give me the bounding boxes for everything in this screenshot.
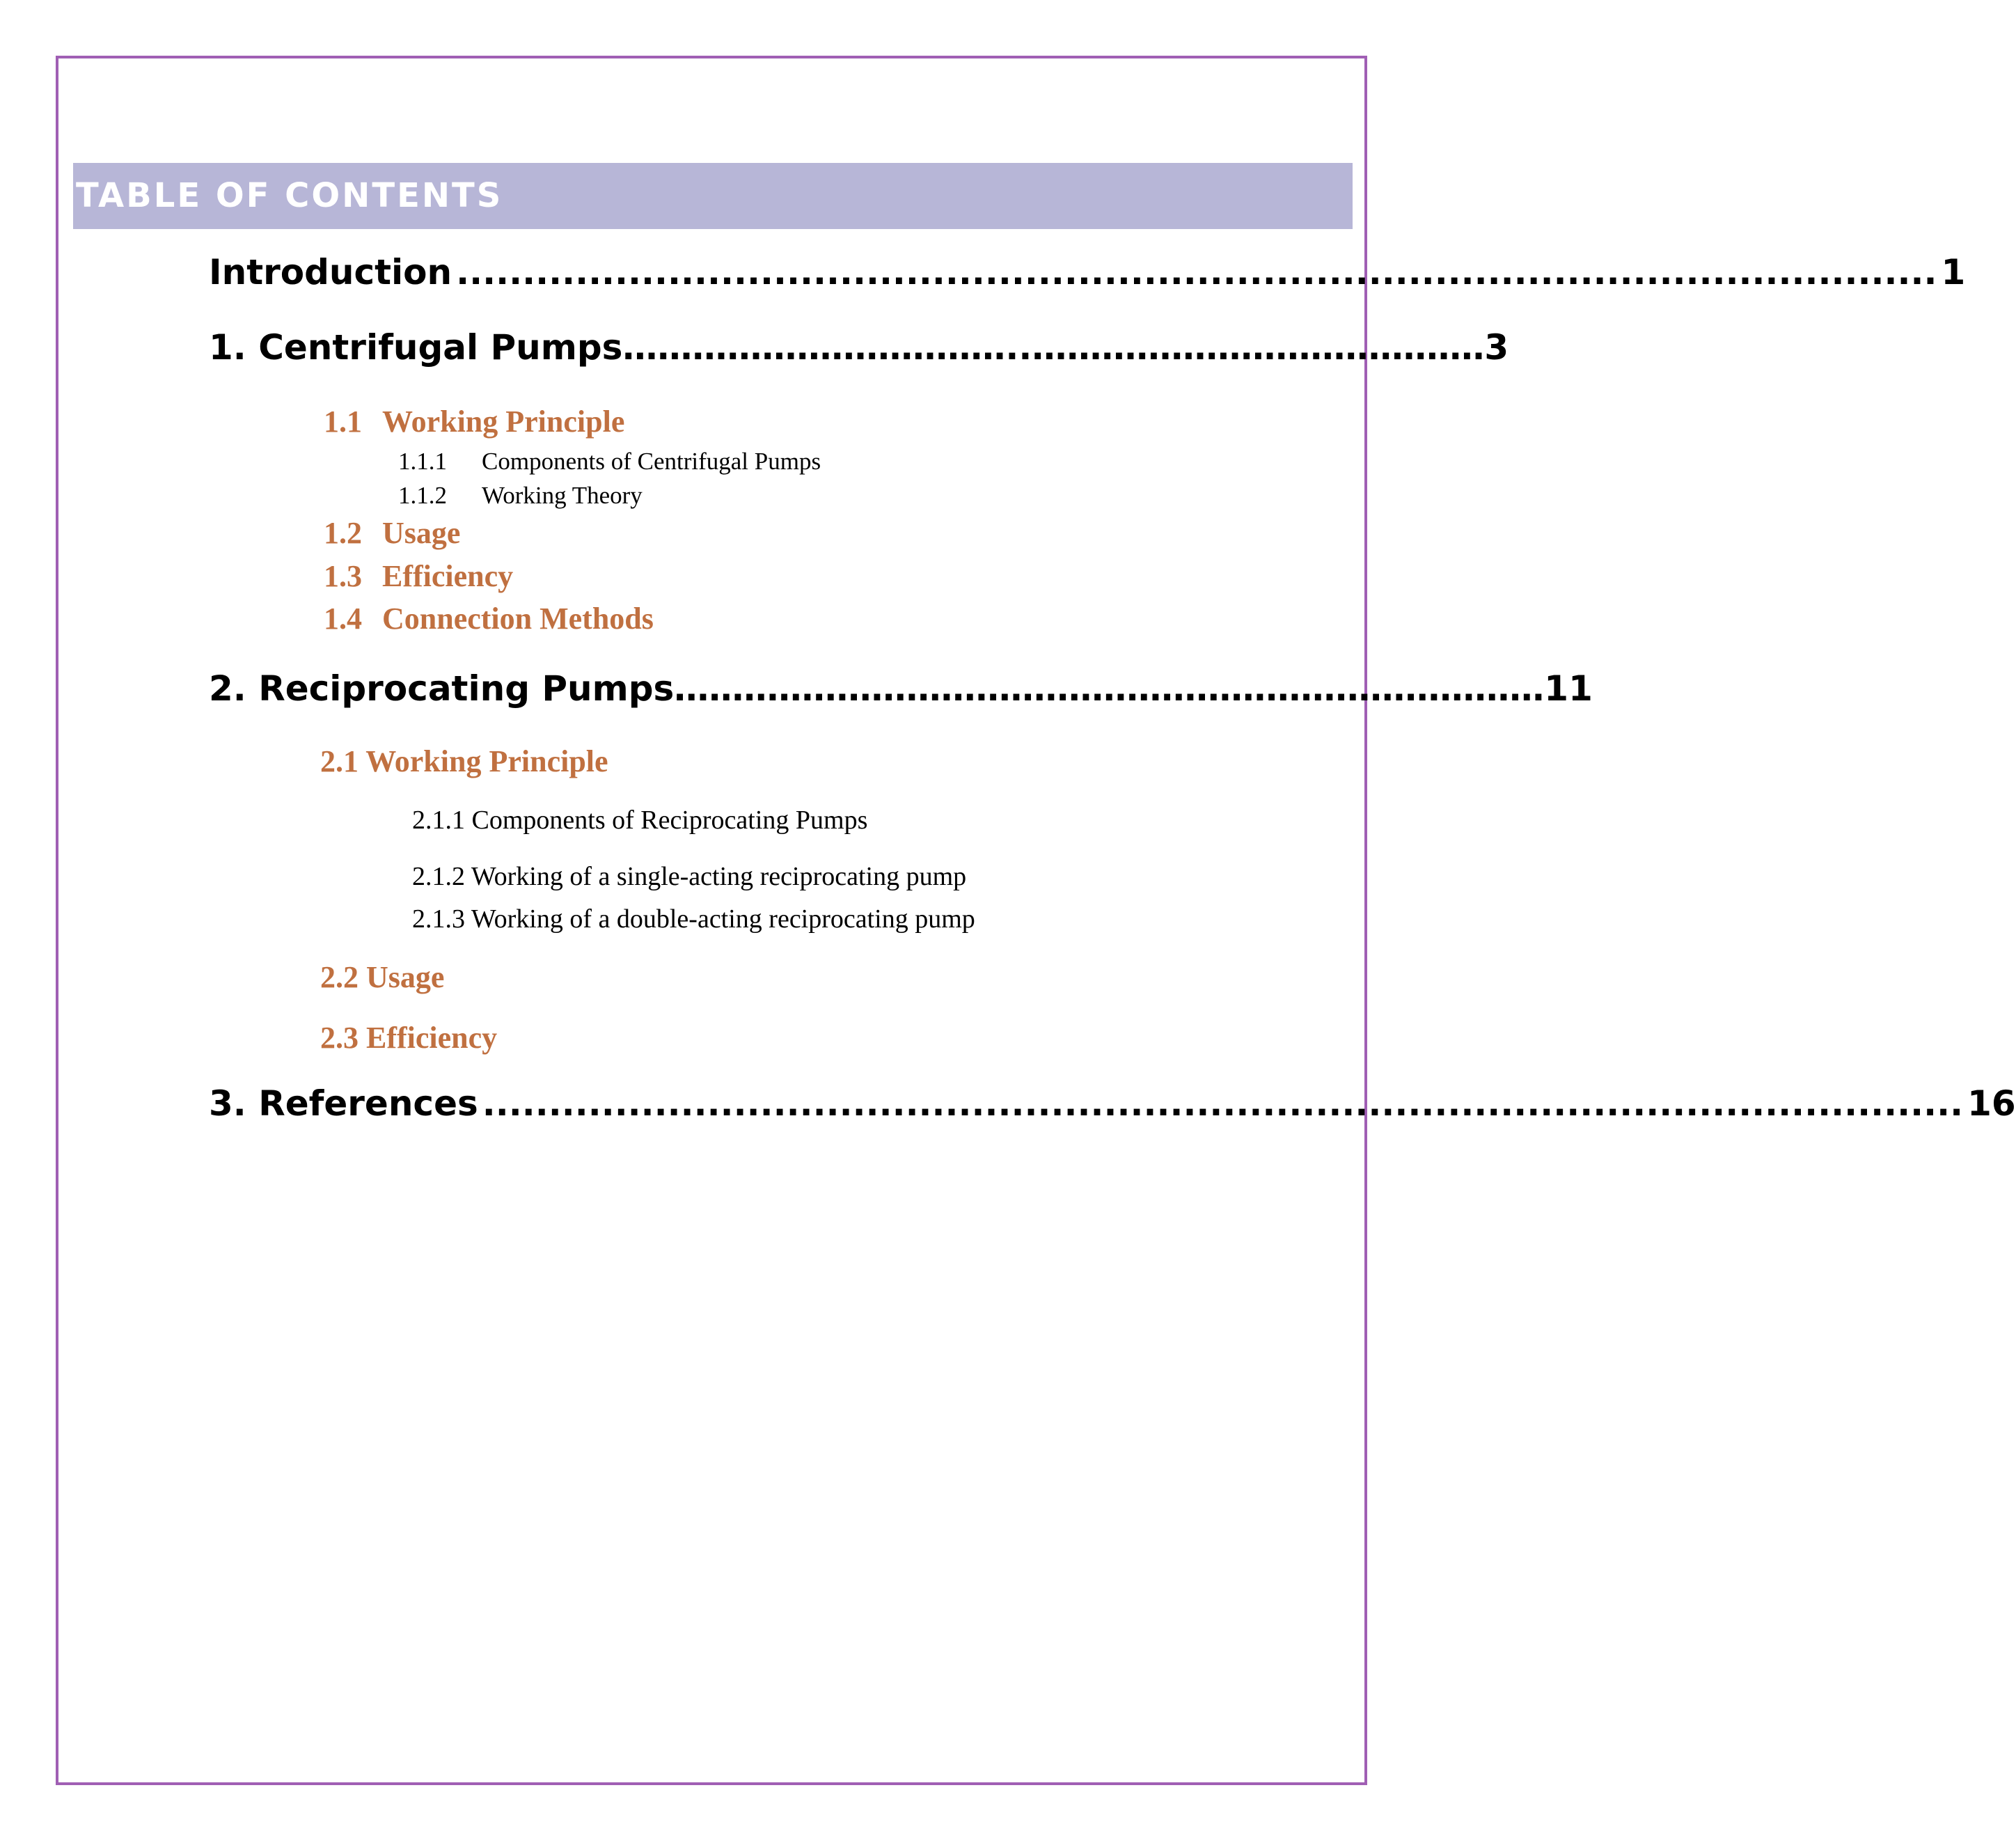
- section-label: Working Principle: [382, 405, 625, 439]
- section-number: 1.2: [324, 516, 362, 550]
- toc-title: TABLE OF CONTENTS: [76, 176, 503, 215]
- toc-subsection-2-1-1[interactable]: [412, 805, 867, 835]
- toc-section-1-4[interactable]: [324, 601, 654, 636]
- toc-page-number: 3: [1484, 327, 1509, 368]
- section-number: 1.4: [324, 602, 362, 636]
- toc-leader-dots: ……………………………..…………………………………: [622, 327, 1485, 368]
- section-label: Efficiency: [382, 559, 514, 593]
- section-label: Connection Methods: [382, 602, 654, 636]
- toc-page-number: 1: [1941, 252, 1966, 292]
- toc-leader-dots: ................................................................................................................: [456, 252, 1937, 292]
- subsection-number: 1.1.1: [398, 448, 447, 475]
- toc-subsection-2-1-2[interactable]: [412, 861, 966, 892]
- subsection-label: Components of Centrifugal Pumps: [482, 448, 821, 475]
- toc-entry-reciprocating-pumps[interactable]: [209, 668, 1593, 709]
- subsection-label: 2.1.1 Components of Reciprocating Pumps: [412, 806, 868, 835]
- toc-section-2-1[interactable]: [320, 744, 608, 779]
- section-number: 1.1: [324, 405, 362, 439]
- section-label: 2.3 Efficiency: [320, 1021, 498, 1055]
- subsection-label: 2.1.3 Working of a double-acting reciprocating pump: [412, 904, 975, 934]
- toc-entry-label: 2. Reciprocating Pumps: [209, 668, 675, 709]
- toc-leader-dots: ................................................................................................................: [482, 1083, 1964, 1124]
- toc-entry-centrifugal-pumps[interactable]: [209, 327, 1509, 368]
- toc-section-1-2[interactable]: [324, 515, 460, 551]
- toc-leader-dots: …………………………………………………………………: [674, 668, 1545, 709]
- subsection-label: 2.1.2 Working of a single-acting reciprocating pump: [412, 862, 967, 891]
- toc-page-number: 11: [1544, 668, 1593, 709]
- subsection-label: Working Theory: [482, 482, 643, 509]
- toc-entry-references[interactable]: [209, 1083, 2016, 1124]
- toc-section-2-3[interactable]: [320, 1020, 497, 1055]
- subsection-number: 1.1.2: [398, 482, 447, 509]
- toc-section-1-1[interactable]: [324, 404, 624, 439]
- toc-entry-label: 1. Centrifugal Pumps: [209, 327, 623, 368]
- toc-subsection-2-1-3[interactable]: [412, 904, 975, 934]
- section-label: 2.2 Usage: [320, 960, 445, 994]
- toc-entry-introduction[interactable]: [209, 252, 1966, 292]
- toc-page-number: 16: [1967, 1083, 2016, 1124]
- section-label: Usage: [382, 516, 461, 550]
- toc-section-1-3[interactable]: [324, 558, 513, 594]
- toc-entry-label: 3. References: [209, 1083, 478, 1124]
- toc-subsection-1-1-1[interactable]: [398, 448, 821, 476]
- section-number: 1.3: [324, 559, 362, 593]
- section-label: 2.1 Working Principle: [320, 744, 608, 778]
- toc-subsection-1-1-2[interactable]: [398, 482, 643, 510]
- toc-section-2-2[interactable]: [320, 959, 444, 995]
- toc-entry-label: Introduction: [209, 252, 452, 292]
- toc-header-banner: [73, 163, 1353, 229]
